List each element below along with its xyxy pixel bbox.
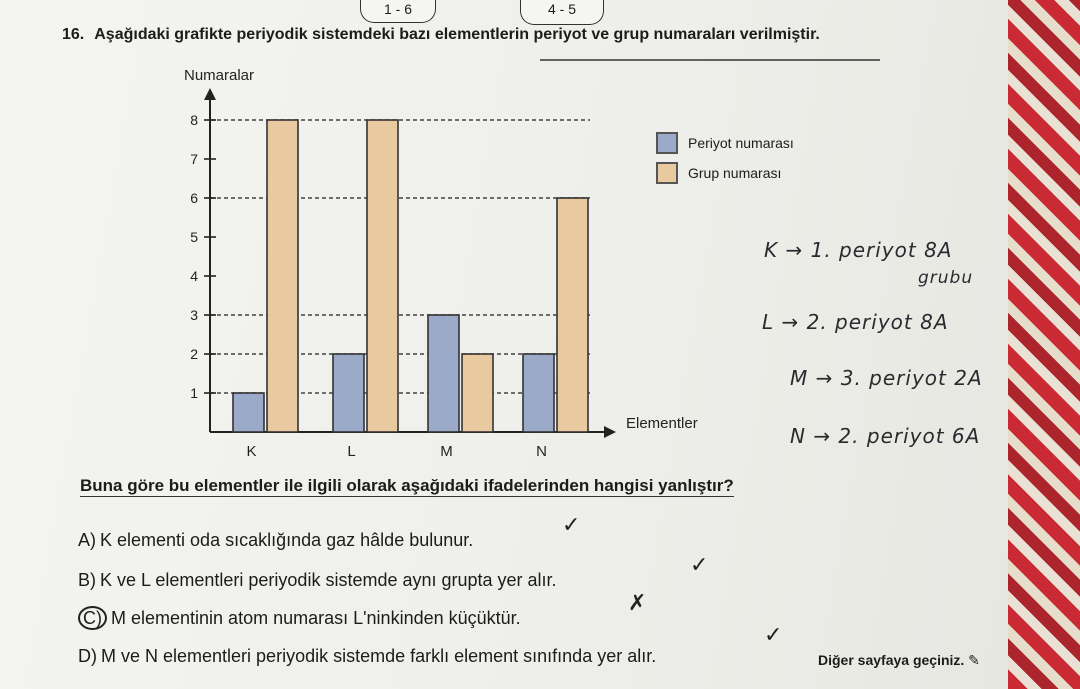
bar-m-grup (462, 354, 493, 432)
answer-tab-1: 1 - 6 (360, 0, 436, 23)
check-mark-b-icon: ✓ (690, 552, 709, 577)
option-c[interactable] (78, 608, 521, 629)
handwritten-note-m: M → 3. periyot 2A (790, 366, 983, 390)
question-text: Aşağıdaki grafikte periyodik sistemdeki bazı elementlerin periyot ve grup numaraları verilmiştir. (94, 26, 820, 43)
option-b-text: K ve L elementleri periyodik sistemde aynı grupta yer alır. (100, 570, 557, 590)
handwritten-note-l: L → 2. periyot 8A (762, 310, 949, 334)
y-tick-label: 4 (190, 268, 198, 284)
option-c-key: C) (78, 606, 107, 630)
x-tick-label-l: L (347, 443, 356, 460)
y-tick-label: 3 (190, 307, 198, 323)
cross-mark-c-icon: ✗ (628, 590, 647, 615)
option-c-text: M elementinin atom numarası L'ninkinden küçüktür. (111, 608, 521, 628)
y-tick-label: 6 (190, 190, 198, 206)
bar-l-periyot (333, 354, 364, 432)
legend-label-periyot: Periyot numarası (688, 135, 794, 151)
y-axis-label: Numaralar (184, 67, 255, 84)
legend-item-grup (656, 158, 794, 188)
check-mark-d-icon: ✓ (764, 622, 783, 647)
option-d[interactable] (78, 646, 656, 667)
y-tick-label: 8 (190, 112, 198, 128)
handwritten-note-grubu: grubu (918, 268, 974, 288)
legend-item-periyot (656, 128, 794, 158)
question-number: 16. (62, 26, 85, 43)
x-axis-arrow-icon (604, 426, 616, 438)
option-d-key: D) (78, 646, 97, 666)
x-tick-label-m: M (440, 443, 453, 460)
bar-n-grup (557, 198, 588, 432)
bar-k-grup (267, 120, 298, 432)
legend-swatch-periyot (656, 132, 678, 154)
bar-k-periyot (233, 393, 264, 432)
option-d-text: M ve N elementleri periyodik sistemde farklı element sınıfında yer alır. (101, 646, 657, 666)
x-tick-label-n: N (536, 443, 547, 460)
option-b[interactable] (78, 570, 557, 591)
y-tick-label: 5 (190, 229, 198, 245)
option-a-text: K elementi oda sıcaklığında gaz hâlde bulunur. (100, 530, 474, 550)
bar-m-periyot (428, 315, 459, 432)
bar-n-periyot (523, 354, 554, 432)
question-prompt: Buna göre bu elementler ile ilgili olarak aşağıdaki ifadelerinden hangisi yanlıştır? (80, 476, 734, 495)
option-b-key: B) (78, 570, 96, 590)
answer-tab-2: 4 - 5 (520, 0, 604, 25)
handwritten-note-k: K → 1. periyot 8A (764, 238, 953, 262)
bar-l-grup (367, 120, 398, 432)
option-a-key: A) (78, 530, 96, 550)
y-axis-arrow-icon (204, 88, 216, 100)
y-tick-label: 1 (190, 385, 198, 401)
handwritten-note-n: N → 2. periyot 6A (790, 424, 981, 448)
next-page-note: Diğer sayfaya geçiniz. ✎ (818, 652, 980, 668)
chart-legend (656, 128, 794, 188)
option-a[interactable] (78, 530, 473, 551)
legend-swatch-grup (656, 162, 678, 184)
y-tick-label: 2 (190, 346, 198, 362)
x-tick-label-k: K (246, 443, 257, 460)
x-axis-label: Elementler (626, 415, 698, 432)
y-tick-label: 7 (190, 151, 198, 167)
legend-label-grup: Grup numarası (688, 165, 782, 181)
check-mark-a-icon: ✓ (562, 512, 581, 537)
